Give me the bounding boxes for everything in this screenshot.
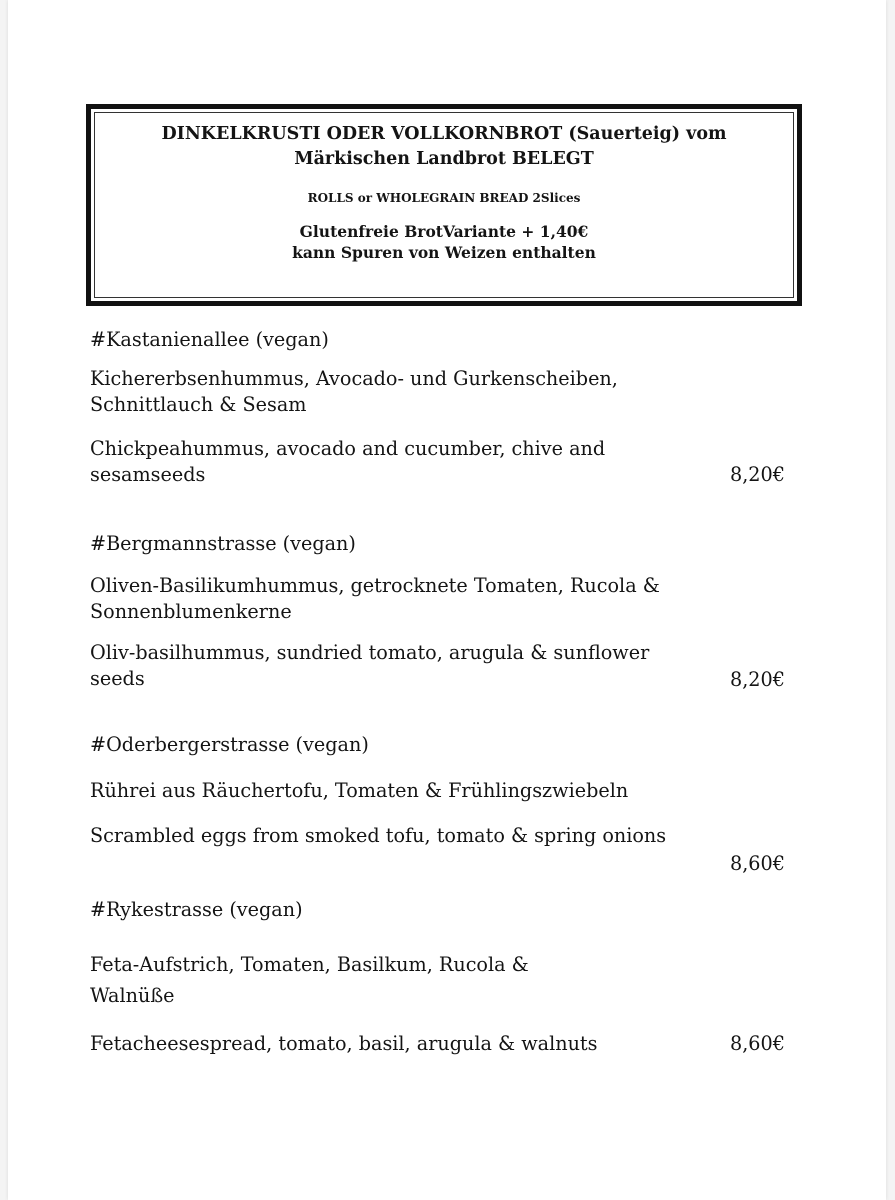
gluten-free-line-2: kann Spuren von Weizen enthalten <box>292 243 596 262</box>
item-description-de-line: Feta-Aufstrich, Tomaten, Basilkum, Rucola & <box>90 953 529 976</box>
item-description-en <box>90 640 649 692</box>
item-description-de-line: Walnüße <box>90 984 175 1007</box>
header-title <box>91 122 797 172</box>
item-description-en-line: sesamseeds <box>90 463 206 486</box>
item-description-en-line: seeds <box>90 667 145 690</box>
item-description-en-line: Scrambled eggs from smoked tofu, tomato & spring onions <box>90 824 667 847</box>
item-price: 8,20€ <box>730 668 785 691</box>
item-description-en <box>90 436 605 488</box>
item-description-de-line: Schnittlauch & Sesam <box>90 393 307 416</box>
item-name: #Kastanienallee (vegan) <box>90 328 329 351</box>
header-box <box>86 104 802 306</box>
item-description-en <box>90 823 666 849</box>
item-description-de-line: Kichererbsenhummus, Avocado- und Gurkenscheiben, <box>90 367 618 390</box>
item-description-en-line: Fetacheesespread, tomato, basil, arugula & walnuts <box>90 1032 598 1055</box>
item-description-de <box>90 778 628 804</box>
item-description-en-line: Oliv-basilhummus, sundried tomato, arugula & sunflower <box>90 641 650 664</box>
item-description-de <box>90 366 618 418</box>
item-name: #Oderbergerstrasse (vegan) <box>90 733 369 756</box>
item-description-en-line: Chickpeahummus, avocado and cucumber, chive and <box>90 437 606 460</box>
header-title-line-1: DINKELKRUSTI ODER VOLLKORNBROT (Sauerteig) vom <box>161 124 727 144</box>
item-price: 8,20€ <box>730 463 785 486</box>
item-name: #Rykestrasse (vegan) <box>90 898 303 921</box>
item-description-de-line: Sonnenblumenkerne <box>90 600 292 623</box>
gluten-free-note <box>91 221 797 263</box>
item-description-de-line: Oliven-Basilikumhummus, getrocknete Tomaten, Rucola & <box>90 574 660 597</box>
item-description-en <box>90 1031 598 1057</box>
item-price: 8,60€ <box>730 1032 785 1055</box>
item-description-de-line: Rührei aus Räuchertofu, Tomaten & Frühlingszwiebeln <box>90 779 629 802</box>
item-name: #Bergmannstrasse (vegan) <box>90 532 356 555</box>
header-subtitle: ROLLS or WHOLEGRAIN BREAD 2Slices <box>307 191 581 205</box>
gluten-free-line-1: Glutenfreie BrotVariante + 1,40€ <box>299 222 589 241</box>
item-description-de <box>90 949 529 1011</box>
item-description-de <box>90 573 660 625</box>
item-price: 8,60€ <box>730 852 785 875</box>
header-title-line-2: Märkischen Landbrot BELEGT <box>294 149 594 169</box>
